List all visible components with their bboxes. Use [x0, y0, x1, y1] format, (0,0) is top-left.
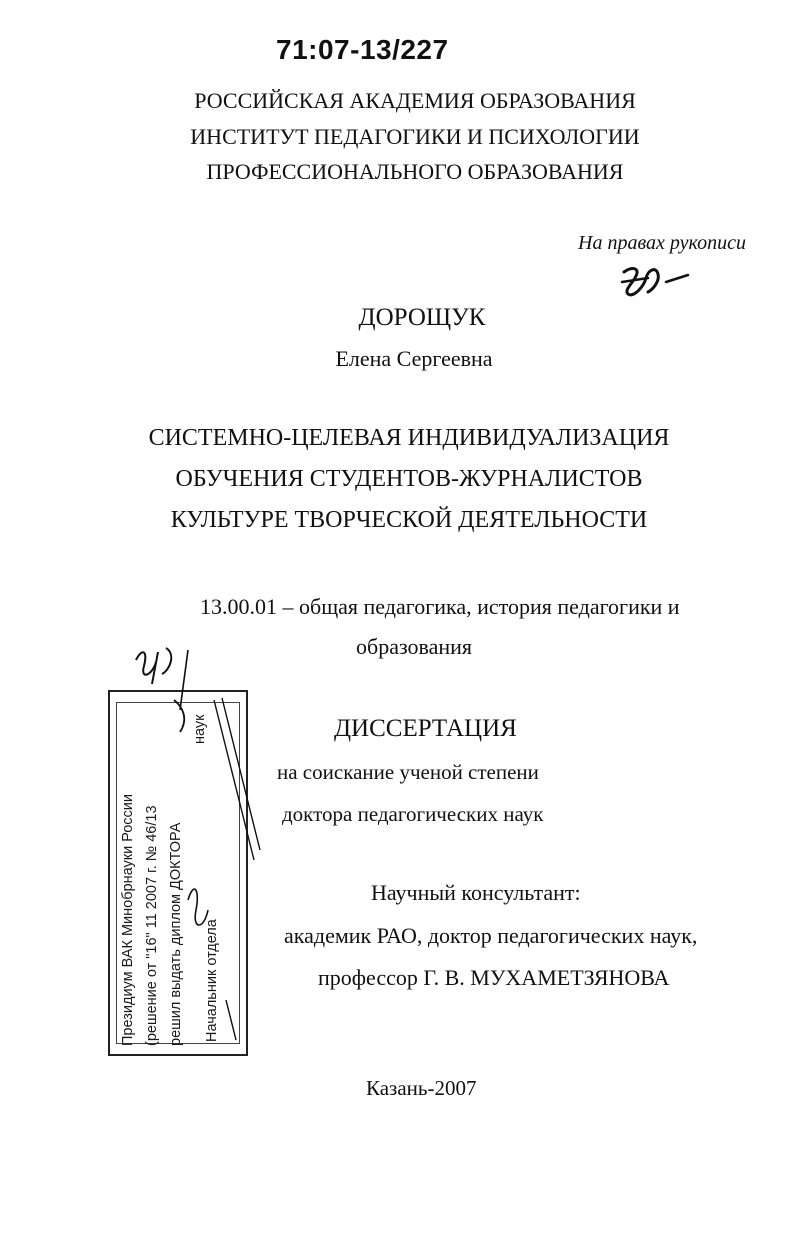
- title-line-2: ОБУЧЕНИЯ СТУДЕНТОВ-ЖУРНАЛИСТОВ: [175, 466, 643, 492]
- vak-stamp: [96, 640, 276, 1046]
- signature-mark: [618, 260, 698, 300]
- degree-line-2: доктора педагогических наук: [282, 802, 544, 826]
- consultant-line-1: академик РАО, доктор педагогических наук,: [284, 923, 698, 948]
- author-surname: ДОРОЩУК: [358, 304, 486, 331]
- consultant-label: Научный консультант:: [371, 880, 581, 905]
- stamp-line-3: решил выдать диплом ДОКТОРА: [168, 822, 184, 1046]
- title-line-1: СИСТЕМНО-ЦЕЛЕВАЯ ИНДИВИДУАЛИЗАЦИЯ: [148, 425, 670, 451]
- degree-line-1: на соискание ученой степени: [277, 760, 539, 784]
- stamp-line-1: Президиум ВАК Минобрнауки России: [120, 793, 136, 1046]
- stamp-line-2: (решение от "16" 11 2007 г. № 46/13: [144, 805, 160, 1046]
- stamp-handwriting: [96, 640, 276, 1040]
- stamp-line-4: наук: [192, 714, 208, 744]
- consultant-line-2: профессор Г. В. МУХАМЕТЗЯНОВА: [318, 965, 670, 990]
- title-line-3: КУЛЬТУРЕ ТВОРЧЕСКОЙ ДЕЯТЕЛЬНОСТИ: [170, 507, 648, 533]
- document-type-label: ДИССЕРТАЦИЯ: [334, 715, 517, 742]
- author-given-names: Елена Сергеевна: [335, 346, 493, 371]
- specialty-line-1: 13.00.01 – общая педагогика, история педагогики и: [200, 594, 680, 619]
- city-year: Казань-2007: [366, 1076, 477, 1100]
- institution-line-3: ПРОФЕССИОНАЛЬНОГО ОБРАЗОВАНИЯ: [206, 159, 624, 184]
- institution-line-1: РОССИЙСКАЯ АКАДЕМИЯ ОБРАЗОВАНИЯ: [194, 88, 636, 113]
- rights-note: На правах рукописи: [578, 232, 746, 254]
- shelfmark-number: 71:07-13/227: [276, 34, 449, 65]
- institution-line-2: ИНСТИТУТ ПЕДАГОГИКИ И ПСИХОЛОГИИ: [190, 124, 640, 149]
- stamp-line-5: Начальник отдела: [204, 919, 220, 1042]
- specialty-line-2: образования: [356, 634, 473, 659]
